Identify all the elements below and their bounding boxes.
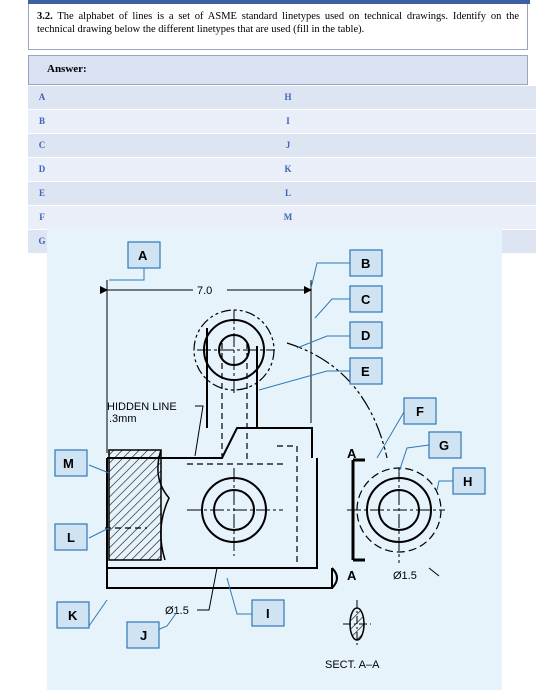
callout-m <box>55 450 87 476</box>
answer-field-d[interactable] <box>58 160 268 179</box>
callout-c <box>350 286 382 312</box>
row-letter-c: C <box>38 140 46 150</box>
callout-d <box>350 322 382 348</box>
diameter-right-label: Ø1.5 <box>393 570 417 582</box>
row-letter-d: D <box>38 164 46 174</box>
row-letter-h: H <box>284 92 292 102</box>
callout-l <box>55 524 87 550</box>
answer-field-e[interactable] <box>58 184 268 203</box>
callout-k <box>57 602 89 628</box>
question-text-box <box>28 4 528 50</box>
section-title: SECT. A–A <box>325 659 380 671</box>
svg-text:H: H <box>463 474 473 489</box>
row-letter-m: M <box>283 212 293 222</box>
answer-header: Answer: <box>28 55 528 85</box>
hidden-line-label: HIDDEN LINE <box>107 401 177 413</box>
svg-text:A: A <box>138 248 148 263</box>
answer-field-k[interactable] <box>306 160 532 179</box>
technical-drawing-svg <box>47 228 502 690</box>
callout-i <box>252 600 284 626</box>
diameter-bottom-label: Ø1.5 <box>165 605 189 617</box>
svg-text:G: G <box>439 438 450 453</box>
callout-h <box>453 468 485 494</box>
svg-text:L: L <box>67 530 75 545</box>
callout-j <box>127 622 159 648</box>
row-letter-f: F <box>39 212 45 222</box>
small-section <box>343 600 371 648</box>
answer-field-f[interactable] <box>58 208 268 227</box>
svg-text:E: E <box>361 364 370 379</box>
row-letter-b: B <box>38 116 45 126</box>
svg-text:I: I <box>266 606 270 621</box>
callout-g <box>429 432 461 458</box>
section-mark-bottom: A <box>347 568 357 583</box>
callout-a <box>128 242 160 268</box>
row-letter-j: J <box>285 140 291 150</box>
row-letter-i: I <box>286 116 290 126</box>
table-row <box>28 86 536 109</box>
row-letter-g: G <box>38 236 46 246</box>
section-mark-top: A <box>347 446 357 461</box>
answer-field-m[interactable] <box>306 208 532 227</box>
svg-text:C: C <box>361 292 371 307</box>
svg-text:F: F <box>416 404 424 419</box>
table-row <box>28 110 536 133</box>
hidden-line-weight: .3mm <box>109 413 137 425</box>
row-letter-l: L <box>284 188 291 198</box>
table-row <box>28 206 536 229</box>
answer-field-j[interactable] <box>306 136 532 155</box>
row-letter-k: K <box>284 164 292 174</box>
table-row <box>28 134 536 157</box>
callout-e <box>350 358 382 384</box>
row-letter-a: A <box>38 92 46 102</box>
table-row <box>28 158 536 181</box>
svg-text:K: K <box>68 608 78 623</box>
diameter-right-leader <box>429 568 439 576</box>
section-hatch <box>109 450 161 560</box>
svg-text:B: B <box>361 256 371 271</box>
svg-text:J: J <box>140 628 148 643</box>
technical-drawing <box>47 228 502 690</box>
answer-field-b[interactable] <box>58 112 268 131</box>
row-letter-e: E <box>38 188 45 198</box>
dimension-7-label: 7.0 <box>197 285 213 297</box>
question-body: The alphabet of lines is a set of ASME standard linetypes used on technical drawings. Identify on the technical drawing below the different linetypes that are used (fill in the table). <box>37 11 519 35</box>
svg-text:D: D <box>361 328 371 343</box>
table-row <box>28 182 536 205</box>
answer-field-l[interactable] <box>306 184 532 203</box>
hidden-line-leader <box>195 406 203 456</box>
callout-f <box>404 398 436 424</box>
answer-field-i[interactable] <box>306 112 532 131</box>
answer-field-h[interactable] <box>306 88 532 107</box>
answer-field-a[interactable] <box>58 88 268 107</box>
callout-b <box>350 250 382 276</box>
question-number: 3.2. <box>37 11 53 22</box>
answer-field-c[interactable] <box>58 136 268 155</box>
svg-text:M: M <box>63 456 74 471</box>
